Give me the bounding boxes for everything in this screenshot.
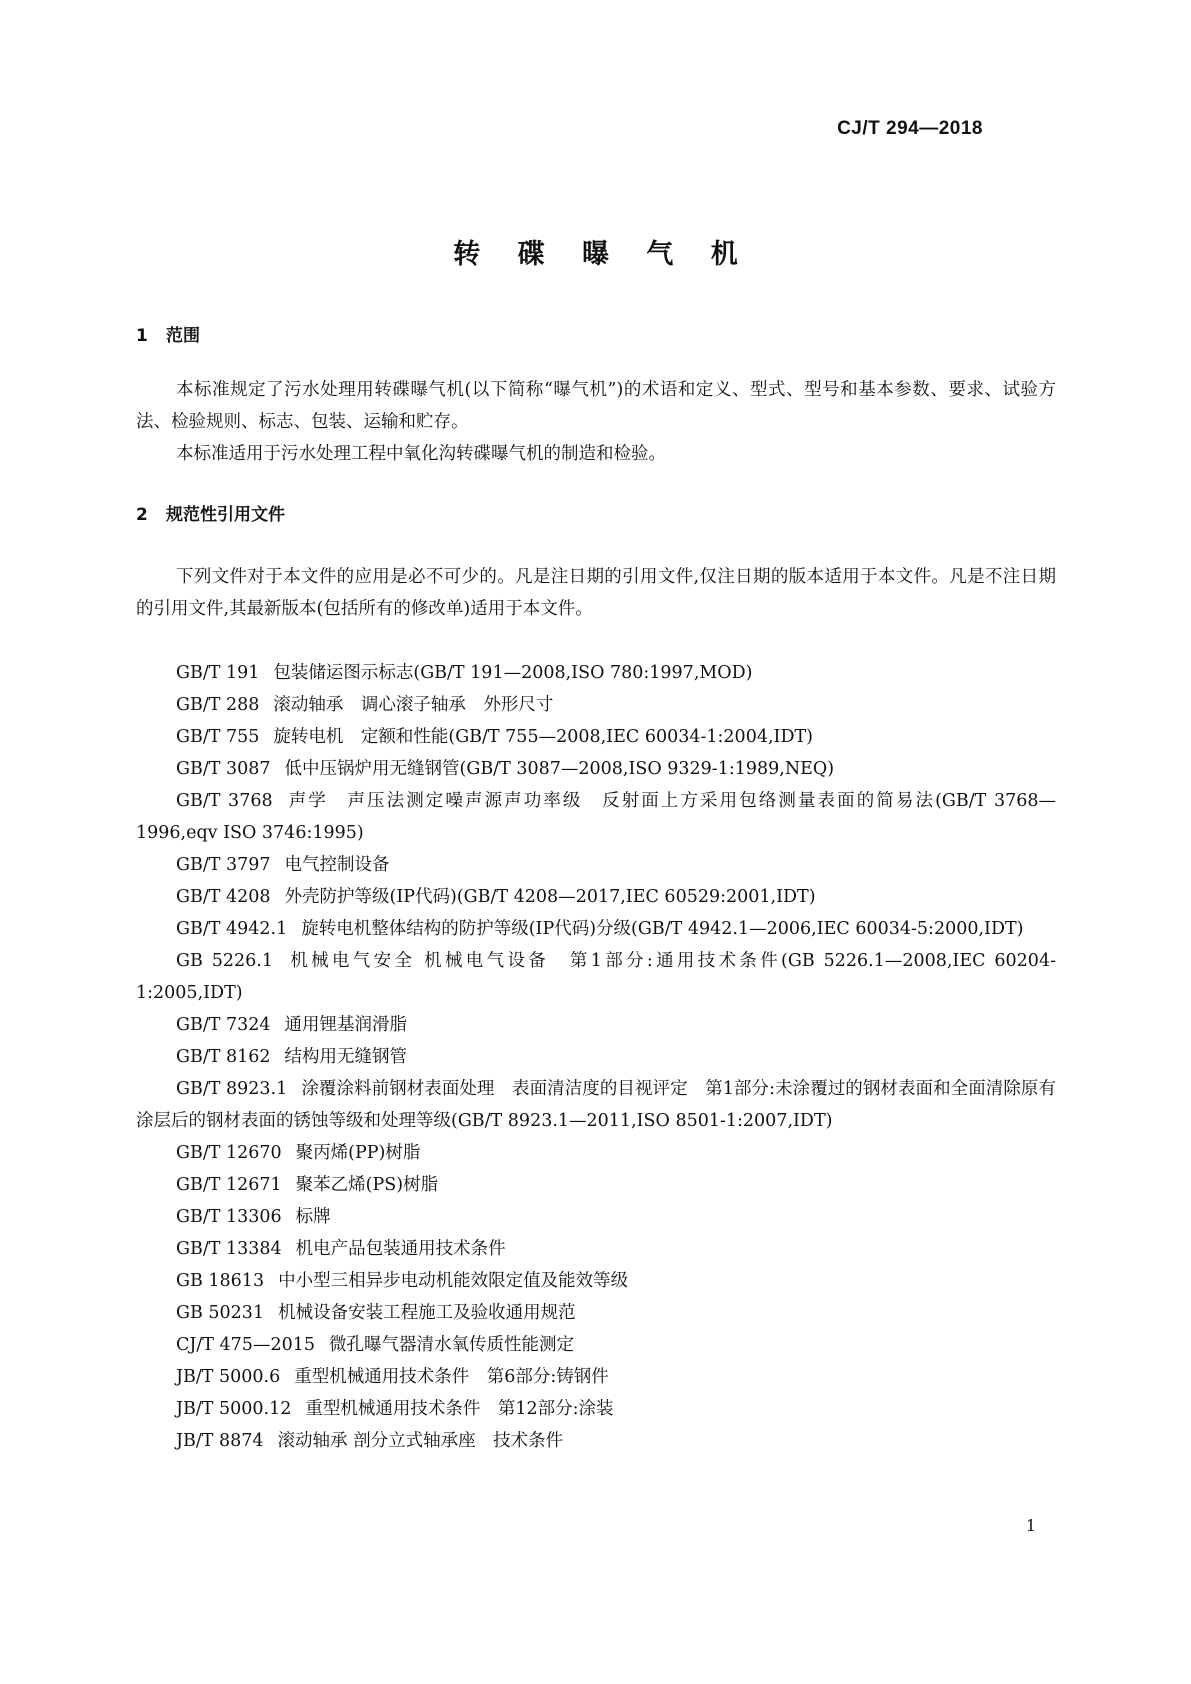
reference-entry — [136, 945, 1056, 1009]
reference-code: GB/T 3797 — [176, 855, 271, 875]
reference-title: 涂覆涂料前钢材表面处理 表面清洁度的目视评定 第1部分:未涂覆过的钢材表面和全面清除原有涂层后的钢材表面的锈蚀等级和处理等级(GB/T 8923.1—2011,ISO 8501-1:2007,IDT) — [136, 1079, 1056, 1131]
reference-list — [136, 657, 1056, 1457]
reference-entry — [136, 1425, 1056, 1457]
reference-entry — [136, 1041, 1056, 1073]
reference-entry — [136, 1009, 1056, 1041]
reference-entry — [136, 1073, 1056, 1137]
reference-title: 机械电气安全 机械电气设备 第1部分:通用技术条件(GB 5226.1—2008,IEC 60204-1:2005,IDT) — [136, 951, 1056, 1003]
reference-entry — [136, 1137, 1056, 1169]
reference-entry — [136, 721, 1056, 753]
reference-entry — [136, 1233, 1056, 1265]
reference-title: 聚丙烯(PP)树脂 — [295, 1143, 421, 1163]
reference-code: GB/T 288 — [176, 695, 260, 715]
reference-entry — [136, 1297, 1056, 1329]
reference-code: GB/T 191 — [176, 663, 260, 683]
reference-code: JB/T 8874 — [176, 1431, 264, 1451]
reference-code: GB/T 3768 — [176, 791, 273, 811]
reference-entry — [136, 1393, 1056, 1425]
scope-paragraph-2: 本标准适用于污水处理工程中氧化沟转碟曝气机的制造和检验。 — [176, 444, 666, 464]
reference-title: 微孔曝气器清水氧传质性能测定 — [328, 1335, 574, 1355]
reference-code: GB/T 755 — [176, 727, 260, 747]
reference-title: 结构用无缝钢管 — [284, 1047, 408, 1067]
reference-title: 滚动轴承 调心滚子轴承 外形尺寸 — [273, 695, 554, 715]
reference-code: GB/T 8923.1 — [176, 1079, 288, 1099]
reference-title: 外壳防护等级(IP代码)(GB/T 4208—2017,IEC 60529:2001,IDT) — [284, 887, 816, 907]
document-title: 转 碟 曝 气 机 — [453, 239, 752, 270]
reference-code: GB 50231 — [176, 1303, 265, 1323]
standard-code: CJ/T 294—2018 — [837, 118, 983, 139]
reference-entry — [136, 1329, 1056, 1361]
reference-entry — [136, 1169, 1056, 1201]
reference-title: 旋转电机整体结构的防护等级(IP代码)分级(GB/T 4942.1—2006,IEC 60034-5:2000,IDT) — [301, 919, 1024, 939]
section-number: 1 — [136, 326, 148, 346]
reference-title: 电气控制设备 — [284, 855, 390, 875]
reference-code: GB 18613 — [176, 1271, 265, 1291]
reference-code: JB/T 5000.12 — [176, 1399, 292, 1419]
reference-code: GB/T 12671 — [176, 1175, 282, 1195]
reference-title: 重型机械通用技术条件 第6部分:铸钢件 — [294, 1367, 609, 1387]
reference-entry — [136, 1361, 1056, 1393]
reference-code: CJ/T 475—2015 — [176, 1335, 315, 1355]
reference-code: GB/T 12670 — [176, 1143, 282, 1163]
reference-entry — [136, 689, 1056, 721]
reference-code: GB/T 8162 — [176, 1047, 271, 1067]
reference-title: 滚动轴承 剖分立式轴承座 技术条件 — [277, 1431, 564, 1451]
reference-code: GB/T 4942.1 — [176, 919, 288, 939]
reference-title: 通用锂基润滑脂 — [284, 1015, 408, 1035]
reference-title: 机械设备安装工程施工及验收通用规范 — [278, 1303, 576, 1323]
reference-entry — [136, 1265, 1056, 1297]
reference-code: GB/T 4208 — [176, 887, 271, 907]
reference-entry — [136, 1201, 1056, 1233]
reference-entry — [136, 881, 1056, 913]
reference-code: GB/T 7324 — [176, 1015, 271, 1035]
reference-title: 聚苯乙烯(PS)树脂 — [295, 1175, 439, 1195]
reference-title: 声学 声压法测定噪声源声功率级 反射面上方采用包络测量表面的简易法(GB/T 3768—1996,eqv ISO 3746:1995) — [136, 791, 1056, 843]
section-heading-normative-references — [136, 500, 285, 525]
reference-title: 机电产品包装通用技术条件 — [295, 1239, 506, 1259]
section-title: 规范性引用文件 — [166, 505, 285, 525]
reference-entry — [136, 785, 1056, 849]
reference-title: 重型机械通用技术条件 第12部分:涂装 — [305, 1399, 614, 1419]
reference-entry — [136, 657, 1056, 689]
scope-paragraph-1: 本标准规定了污水处理用转碟曝气机(以下简称“曝气机”)的术语和定义、型式、型号和基本参数、要求、试验方法、检验规则、标志、包装、运输和贮存。 — [136, 380, 1056, 432]
reference-title: 包装储运图示标志(GB/T 191—2008,ISO 780:1997,MOD) — [273, 663, 753, 683]
section-heading-scope — [136, 321, 200, 346]
section-number: 2 — [136, 505, 148, 525]
reference-code: GB/T 13306 — [176, 1207, 282, 1227]
section-title: 范围 — [166, 326, 200, 346]
references-intro-paragraph: 下列文件对于本文件的应用是必不可少的。凡是注日期的引用文件,仅注日期的版本适用于本文件。凡是不注日期的引用文件,其最新版本(包括所有的修改单)适用于本文件。 — [136, 567, 1056, 619]
reference-entry — [136, 753, 1056, 785]
reference-title: 旋转电机 定额和性能(GB/T 755—2008,IEC 60034-1:2004,IDT) — [273, 727, 813, 747]
reference-title: 低中压锅炉用无缝钢管(GB/T 3087—2008,ISO 9329-1:1989,NEQ) — [284, 759, 835, 779]
reference-code: GB 5226.1 — [176, 951, 273, 971]
reference-title: 标牌 — [295, 1207, 331, 1227]
page-number: 1 — [1025, 1516, 1036, 1535]
reference-code: GB/T 13384 — [176, 1239, 282, 1259]
reference-code: JB/T 5000.6 — [176, 1367, 281, 1387]
reference-entry — [136, 913, 1056, 945]
reference-entry — [136, 849, 1056, 881]
reference-code: GB/T 3087 — [176, 759, 271, 779]
reference-title: 中小型三相异步电动机能效限定值及能效等级 — [278, 1271, 629, 1291]
